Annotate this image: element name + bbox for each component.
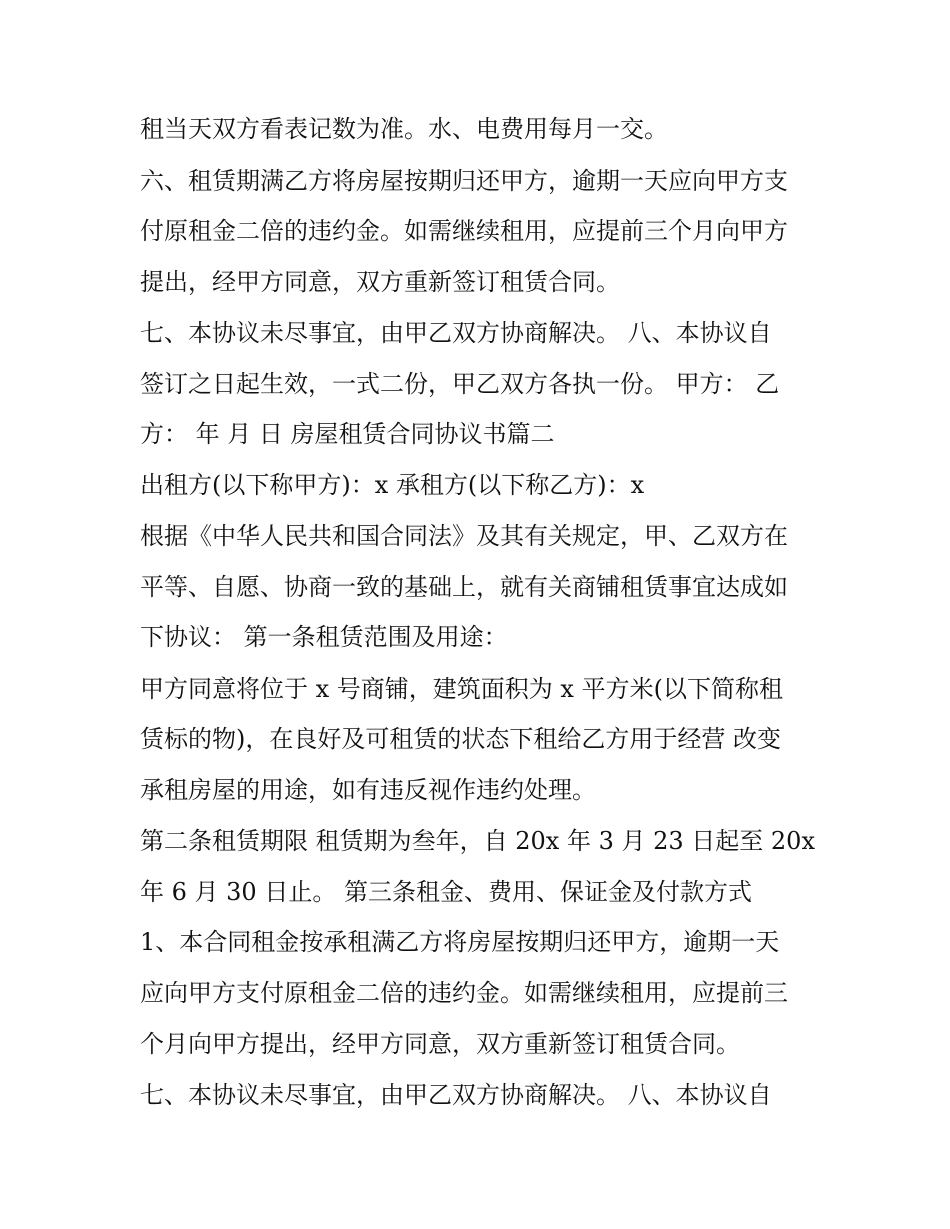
text-line: 下协议： 第一条租赁范围及用途： [140,623,508,651]
text-line: 平等、自愿、协商一致的基础上，就有关商铺租赁事宜达成如 [140,573,788,601]
text-line: 六、租赁期满乙方将房屋按期归还甲方，逾期一天应向甲方支 [140,167,788,195]
text-line: 付原租金二倍的违约金。如需继续租用，应提前三个月向甲方 [140,217,788,245]
text-line: 1、本合同租金按承租满乙方将房屋按期归还甲方，逾期一天 [140,928,780,956]
text-line: 提出，经甲方同意，双方重新签订租赁合同。 [140,268,620,296]
text-line: 出租方(以下称甲方)：x 承租方(以下称乙方)：x [140,471,645,499]
text-line: 甲方同意将位于 x 号商铺，建筑面积为 x 平方米(以下简称租 [140,675,783,703]
text-line: 租当天双方看表记数为准。水、电费用每月一交。 [140,115,668,143]
text-line: 赁标的物)，在良好及可租赁的状态下租给乙方用于经营 改变 [140,725,781,753]
text-line: 年 6 月 30 日止。 第三条租金、费用、保证金及付款方式 [140,878,752,906]
text-line: 根据《中华人民共和国合同法》及其有关规定，甲、乙双方在 [140,522,788,550]
text-line: 七、本协议未尽事宜，由甲乙双方协商解决。 八、本协议自 [140,1081,772,1109]
text-line: 应向甲方支付原租金二倍的违约金。如需继续租用，应提前三 [140,979,788,1007]
text-line: 方： 年 月 日 房屋租赁合同协议书篇二 [140,420,555,448]
text-line: 第二条租赁期限 租赁期为叁年，自 20x 年 3 月 23 日起至 20x [140,827,815,855]
text-line: 七、本协议未尽事宜，由甲乙双方协商解决。 八、本协议自 [140,319,772,347]
text-line: 签订之日起生效，一式二份，甲乙双方各执一份。 甲方： 乙 [140,370,780,398]
text-line: 个月向甲方提出，经甲方同意，双方重新签订租赁合同。 [140,1030,740,1058]
text-line: 承租房屋的用途，如有违反视作违约处理。 [140,776,596,804]
